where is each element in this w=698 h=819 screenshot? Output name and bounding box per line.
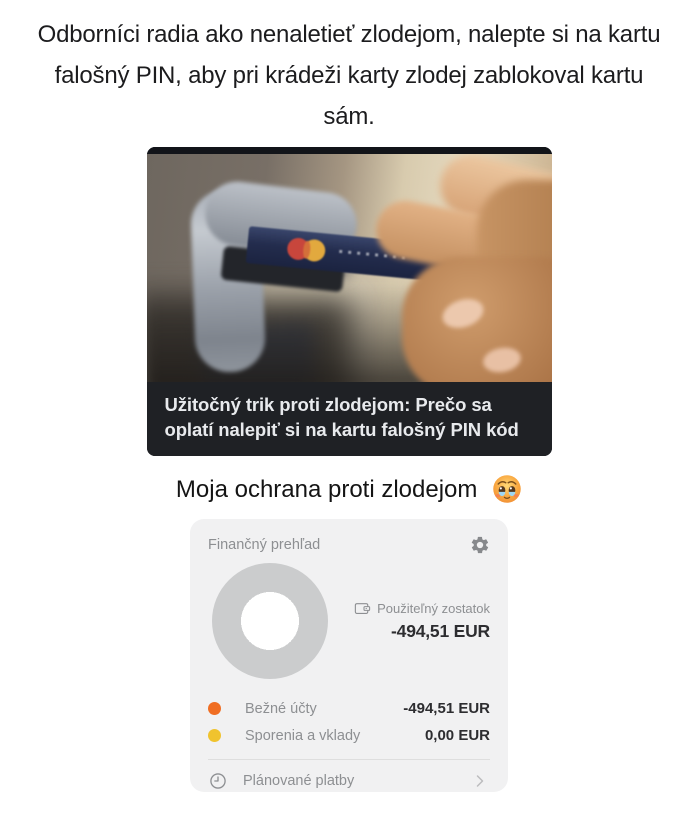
widget-title: Finančný prehľad: [208, 537, 321, 553]
accounts-legend: [208, 695, 490, 749]
article-top-strip: [147, 147, 552, 154]
legend-row-savings: [208, 722, 490, 749]
current-accounts-label: Bežné účty: [245, 700, 317, 717]
planned-payments-label: Plánované platby: [243, 773, 355, 789]
balance-value: -494,51 EUR: [391, 620, 490, 641]
savings-dot: [208, 729, 221, 742]
balance-donut-chart: [212, 563, 328, 679]
current-accounts-dot: [208, 702, 221, 715]
meme-comment-text: Moja ochrana proti zlodejom: [175, 476, 478, 503]
available-balance: [354, 601, 490, 642]
article-card[interactable]: [147, 147, 552, 456]
meme-comment: [0, 474, 698, 504]
gear-icon[interactable]: [470, 535, 490, 555]
savings-value: 0,00 EUR: [424, 727, 490, 744]
finance-overview-widget: [190, 519, 508, 792]
current-accounts-value: -494,51 EUR: [403, 700, 490, 717]
widget-divider: [208, 759, 490, 760]
atm-photo: [147, 154, 552, 382]
clock-icon: [208, 771, 228, 791]
planned-payments-row[interactable]: [208, 771, 490, 791]
savings-label: Sporenia a vklady: [245, 727, 361, 744]
chevron-right-icon[interactable]: [470, 771, 490, 791]
article-caption[interactable]: Užitočný trik proti zlodejom: Prečo sa oplatí nalepiť si na kartu falošný PIN kód: [147, 382, 552, 456]
legend-row-current-accounts: [208, 695, 490, 722]
wallet-icon: [354, 601, 371, 616]
meme-headline: Odborníci radia ako nenaletieť zlodejom, nalepte si na kartu falošný PIN, aby pri krádeži karty zlodej zablokoval kartu sám.: [37, 21, 661, 130]
balance-label: Použiteľný zostatok: [377, 600, 490, 616]
holding-back-tears-emoji: [492, 474, 522, 504]
